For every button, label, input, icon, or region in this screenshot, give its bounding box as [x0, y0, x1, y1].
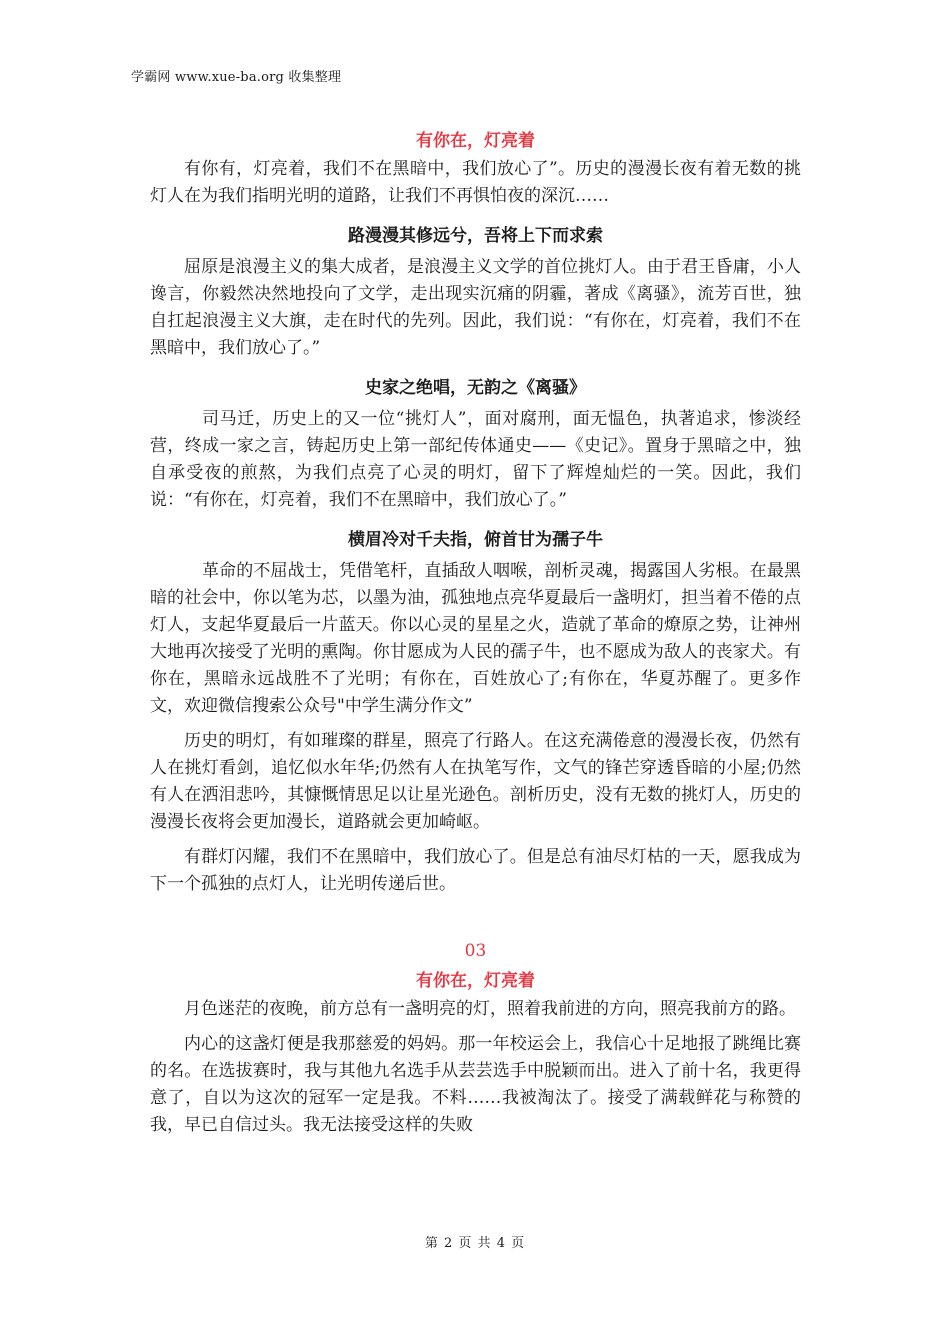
- section2-paragraph-1: 月色迷茫的夜晚，前方总有一盏明亮的灯，照着我前进的方向，照亮我前方的路。: [184, 999, 796, 1019]
- section1-title: 有你在，灯亮着: [416, 131, 535, 151]
- section1-paragraph-4: 历史的明灯，有如璀璨的群星，照亮了行路人。在这充满倦意的漫漫长夜，仍然有人在挑灯看剑，追忆似水年华;仍然有人在执笔写作，文气的锋芒穿透昏暗的小屋;仍然有人在洒泪悲吟，其慷慨情思足以让星光逊色。剖析历史，没有无数的挑灯人，历史的漫漫长夜将会更加漫长，道路就会更加崎岖。: [150, 731, 801, 832]
- section2-paragraph-2: 内心的这盏灯便是我那慈爱的妈妈。那一年校运会上，我信心十足地报了跳绳比赛的名。在选拔赛时，我与其他九名选手从芸芸选手中脱颖而出。进入了前十名，我更得意了，自以为这次的冠军一定是我。不料……我被淘汰了。接受了满载鲜花与称赞的我，早已自信过头。我无法接受这样的失败: [150, 1034, 801, 1135]
- section1-subheading-2: 史家之绝唱，无韵之《离骚》: [365, 378, 586, 398]
- section1-intro: 有你有，灯亮着，我们不在黑暗中，我们放心了”。历史的漫漫长夜有着无数的挑灯人在为我们指明光明的道路，让我们不再惧怕夜的深沉……: [150, 159, 801, 206]
- section1-paragraph-2: 司马迁，历史上的又一位“挑灯人”，面对腐刑，面无愠色，执著追求，惨淡经营，终成一家之言，铸起历史上第一部纪传体通史——《史记》。置身于黑暗之中，独自承受夜的煎熬，为我们点亮了心灵的明灯，留下了辉煌灿烂的一笑。因此，我们说：“有你在，灯亮着，我们不在黑暗中，我们放心了。”: [150, 409, 801, 510]
- article-body: [150, 126, 801, 1147]
- section2-number: 03: [464, 941, 487, 961]
- section1-subheading-1: 路漫漫其修远兮，吾将上下而求索: [348, 226, 603, 246]
- page-footer: 第 2 页 共 4 页: [424, 1236, 526, 1251]
- section1-paragraph-1: 屈原是浪漫主义的集大成者，是浪漫主义文学的首位挑灯人。由于君王昏庸，小人谗言，你毅然决然地投向了文学，走出现实沉痛的阴霾，著成《离骚》，流芳百世，独自扛起浪漫主义大旗，走在时代的先列。因此，我们说：“有你在，灯亮着，我们不在黑暗中，我们放心了。”: [150, 257, 801, 358]
- section2-title: 有你在，灯亮着: [416, 971, 535, 991]
- section1-paragraph-3: 革命的不屈战士，凭借笔杆，直插敌人咽喉，剖析灵魂，揭露国人劣根。在最黑暗的社会中，你以笔为芯，以墨为油，孤独地点亮华夏最后一盏明灯，担当着不倦的点灯人，支起华夏最后一片蓝天。你以心灵的星星之火，造就了革命的燎原之势，让神州大地再次接受了光明的熏陶。你甘愿成为人民的孺子牛，也不愿成为敌人的丧家犬。有你在，黑暗永远战胜不了光明；有你在，百姓放心了;有你在，华夏苏醒了。更多作文，欢迎微信搜索公众号"中学生满分作文”: [150, 561, 801, 716]
- section1-subheading-3: 横眉冷对千夫指，俯首甘为孺子牛: [348, 530, 603, 550]
- page-header: 学霸网 www.xue-ba.org 收集整理: [131, 70, 342, 85]
- section1-paragraph-5: 有群灯闪耀，我们不在黑暗中，我们放心了。但是总有油尽灯枯的一天，愿我成为下一个孤独的点灯人，让光明传递后世。: [150, 847, 801, 894]
